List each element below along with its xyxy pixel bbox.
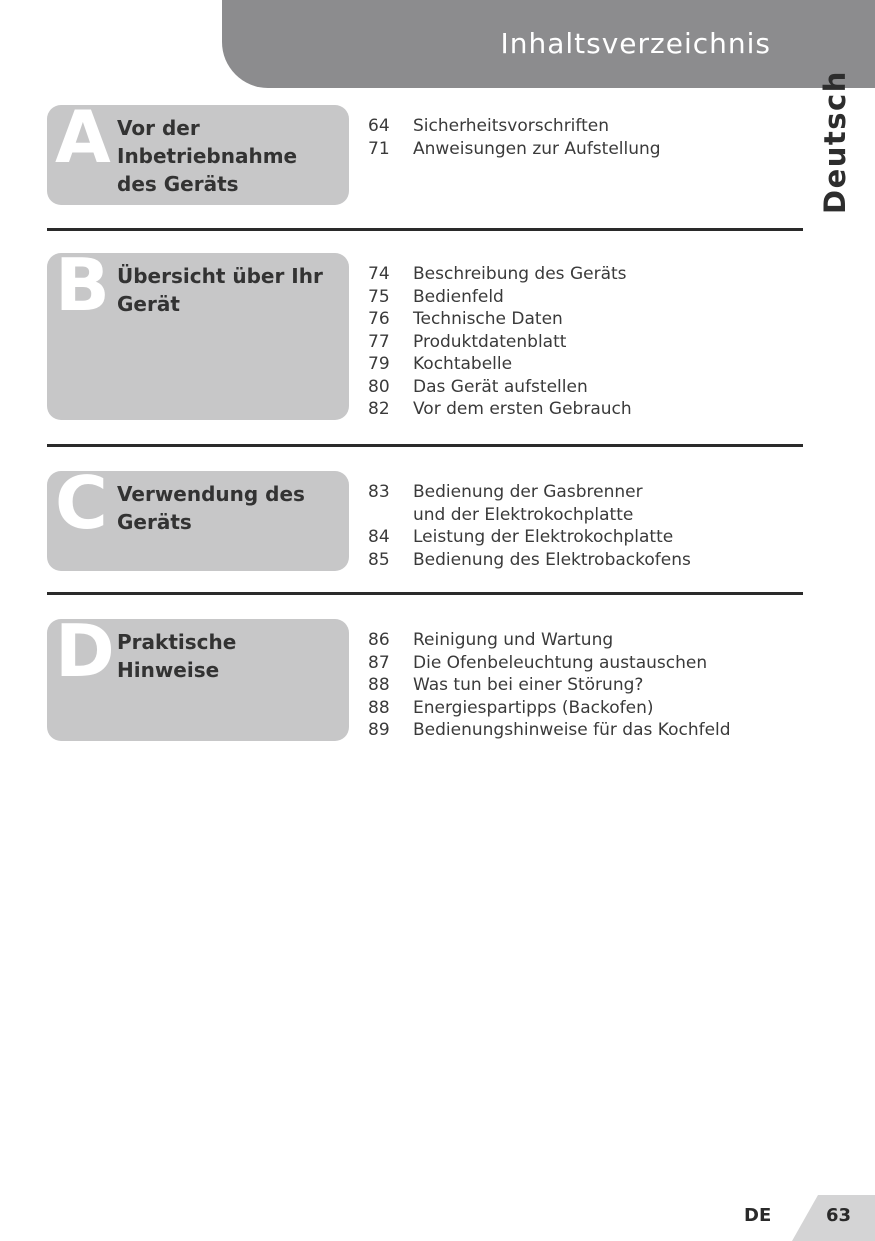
toc-page: 74	[368, 264, 390, 284]
section-letter: C	[55, 471, 108, 545]
toc-text: Leistung der Elektrokochplatte	[413, 527, 674, 547]
toc-entry[interactable]	[368, 652, 798, 675]
toc-text: Reinigung und Wartung	[413, 630, 614, 650]
toc-page: 80	[368, 376, 390, 397]
toc-page: 82	[368, 399, 390, 419]
section-entries	[368, 263, 798, 421]
toc-entry[interactable]	[368, 697, 798, 720]
toc-text: Anweisungen zur Aufstellung	[413, 138, 661, 159]
toc-text: Die Ofenbeleuchtung austauschen	[413, 652, 708, 673]
toc-text: Produktdatenblatt	[413, 331, 567, 352]
section-divider	[47, 592, 803, 595]
toc-page: 85	[368, 549, 390, 570]
toc-text: Bedienfeld	[413, 286, 504, 307]
toc-entry[interactable]	[368, 308, 798, 331]
toc-entry[interactable]	[368, 674, 798, 697]
toc-page: 83	[368, 482, 390, 502]
toc-entry[interactable]	[368, 398, 798, 421]
toc-page: 79	[368, 354, 390, 374]
toc-text: Das Gerät aufstellen	[413, 376, 588, 397]
toc-text: Beschreibung des Geräts	[413, 264, 627, 284]
section-title: Vor der Inbetriebnahme des Geräts	[117, 116, 298, 196]
toc-text: Bedienungshinweise für das Kochfeld	[413, 720, 731, 740]
section-letter: B	[55, 253, 110, 327]
toc-text: Technische Daten	[413, 309, 563, 329]
toc-page: 89	[368, 720, 390, 740]
toc-text: Was tun bei einer Störung?	[413, 675, 644, 695]
toc-page: 76	[368, 309, 390, 329]
section-title: Verwendung des Geräts	[117, 482, 305, 534]
toc-text: Sicherheitsvorschriften	[413, 116, 609, 136]
section-entries	[368, 115, 798, 160]
section-letter: D	[55, 619, 115, 693]
language-side-label: Deutsch	[818, 70, 852, 214]
toc-entry[interactable]	[368, 719, 798, 742]
section-divider	[47, 228, 803, 231]
toc-entry[interactable]	[368, 481, 798, 504]
toc-entry[interactable]	[368, 376, 798, 399]
toc-text: Bedienung der Gasbrenner	[413, 482, 643, 502]
page-number: 63	[826, 1205, 852, 1226]
toc-text: Bedienung des Elektrobackofens	[413, 549, 691, 570]
toc-text: Kochtabelle	[413, 354, 513, 374]
section-letter: A	[55, 105, 111, 179]
toc-page: 77	[368, 331, 390, 352]
toc-entry-continuation[interactable]	[368, 504, 798, 527]
toc-entry[interactable]	[368, 331, 798, 354]
toc-entry[interactable]	[368, 629, 798, 652]
section-box	[47, 105, 349, 205]
toc-text: Energiespartipps (Backofen)	[413, 697, 654, 718]
section-title: Übersicht über Ihr Gerät	[117, 264, 323, 316]
toc-entry[interactable]	[368, 115, 798, 138]
toc-entry[interactable]	[368, 526, 798, 549]
section-divider	[47, 444, 803, 447]
section-entries	[368, 629, 798, 742]
toc-page: 87	[368, 652, 390, 673]
toc-entry[interactable]	[368, 549, 798, 572]
toc-entry[interactable]	[368, 263, 798, 286]
toc-page: 64	[368, 116, 390, 136]
section-box	[47, 253, 349, 420]
toc-page: 88	[368, 697, 390, 718]
toc-entry[interactable]	[368, 138, 798, 161]
section-box	[47, 619, 349, 741]
toc-page: 71	[368, 138, 390, 159]
toc-page	[368, 504, 413, 527]
section-title: Praktische Hinweise	[117, 630, 237, 682]
toc-page: 86	[368, 630, 390, 650]
toc-text: und der Elektrokochplatte	[413, 504, 634, 525]
toc-page: 75	[368, 286, 390, 307]
page-title: Inhaltsverzeichnis	[500, 27, 771, 60]
toc-page: 84	[368, 527, 390, 547]
footer-language: DE	[744, 1205, 772, 1226]
header-tab	[222, 0, 875, 88]
toc-entry[interactable]	[368, 353, 798, 376]
toc-page: 88	[368, 675, 390, 695]
section-box	[47, 471, 349, 571]
toc-entry[interactable]	[368, 286, 798, 309]
section-entries	[368, 481, 798, 571]
toc-text: Vor dem ersten Gebrauch	[413, 399, 632, 419]
